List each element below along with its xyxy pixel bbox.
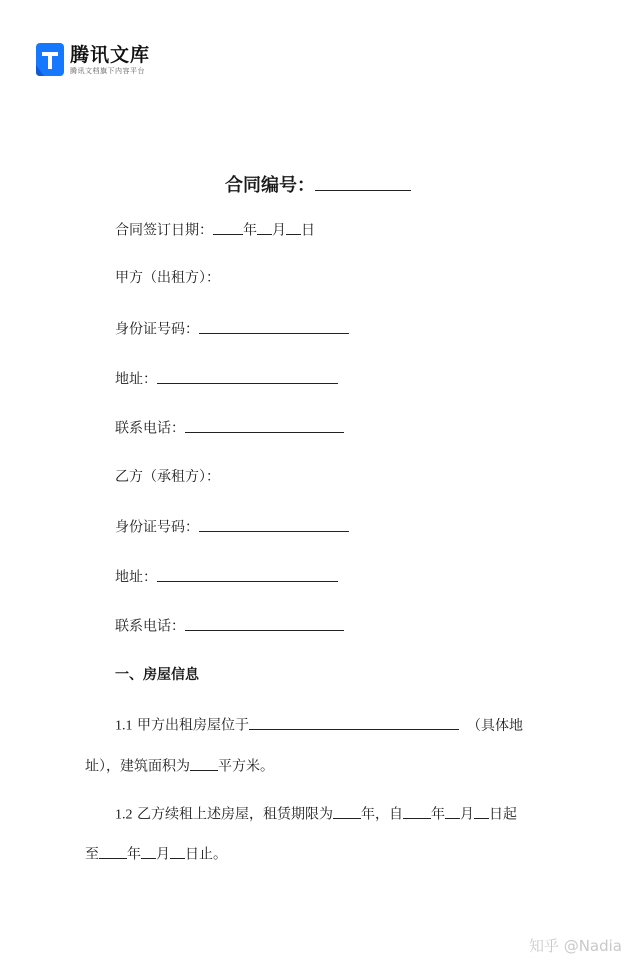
clause-1-2-number: 1.2 [115, 807, 133, 823]
clause-1-2-line-2 [85, 843, 227, 865]
term-years-blank [333, 803, 361, 819]
clause-1-2-text-h: 月 [156, 846, 170, 863]
party-b-heading: 乙方（承租方）： [115, 469, 220, 485]
start-year-blank [403, 803, 431, 819]
end-year-blank [99, 843, 127, 859]
brand-logo [36, 43, 150, 76]
party-b-id-line [115, 516, 349, 538]
brand-name: 腾讯文库 [70, 43, 151, 66]
start-month-blank [445, 803, 460, 819]
clause-1-2-text-d: 月 [459, 806, 474, 823]
clause-1-1-number: 1.1 [115, 718, 133, 734]
month-text: 月 [272, 222, 286, 239]
tencent-wenku-logo-icon [36, 43, 64, 76]
start-day-blank [474, 803, 489, 819]
party-b-phone-label: 联系电话： [115, 618, 185, 635]
party-b-phone-blank [185, 615, 344, 631]
party-b-id-blank [199, 516, 349, 532]
clause-1-2-line-1 [115, 803, 517, 826]
contract-number-blank [315, 171, 411, 191]
month-blank [257, 219, 272, 235]
year-blank [213, 219, 243, 235]
party-a-phone-line [115, 417, 344, 439]
party-a-id-label: 身份证号码： [115, 321, 199, 338]
clause-1-2-text-e: 日起 [488, 806, 517, 823]
brand-tagline: 腾讯文档旗下内容平台 [70, 66, 145, 75]
area-blank [190, 755, 218, 771]
contract-number-title [0, 171, 636, 197]
day-text: 日 [301, 222, 315, 239]
clause-1-1-line-2 [85, 755, 274, 777]
section-1-heading: 一、房屋信息 [115, 667, 199, 683]
party-a-id-blank [199, 318, 349, 334]
clause-1-2-text-g: 年 [127, 846, 141, 863]
party-a-phone-label: 联系电话： [115, 420, 185, 437]
title-label: 合同编号： [225, 175, 315, 196]
clause-1-2-text-a: 乙方续租上述房屋，租赁期限为 [136, 806, 333, 823]
party-a-id-line [115, 318, 349, 340]
zhihu-watermark: 知乎 @Nadia [528, 937, 622, 955]
party-b-phone-line [115, 615, 344, 637]
clause-1-1-text-b: （具体地 [466, 717, 523, 734]
party-b-addr-line [115, 566, 338, 588]
party-b-addr-blank [157, 566, 338, 582]
party-a-addr-blank [157, 368, 338, 384]
party-b-addr-label: 地址： [115, 569, 157, 586]
day-blank [286, 219, 301, 235]
party-b-id-label: 身份证号码： [115, 519, 199, 536]
party-a-addr-label: 地址： [115, 371, 157, 388]
clause-1-1-line-1 [115, 714, 523, 737]
property-location-blank [249, 714, 459, 730]
clause-1-2-text-i: 日止。 [185, 846, 227, 863]
clause-1-1-text-c: 址），建筑面积为 [85, 758, 190, 775]
clause-1-2-text-b: 年，自 [360, 806, 403, 823]
clause-1-1-text-d: 平方米。 [218, 758, 274, 775]
sign-date-line [115, 219, 315, 241]
party-a-heading: 甲方（出租方）： [115, 270, 220, 286]
end-month-blank [141, 843, 156, 859]
clause-1-1-text-a: 甲方出租房屋位于 [136, 717, 249, 734]
end-day-blank [170, 843, 185, 859]
party-a-phone-blank [185, 417, 344, 433]
clause-1-2-text-f: 至 [85, 846, 99, 863]
year-text: 年 [243, 222, 257, 239]
clause-1-2-text-c: 年 [430, 806, 445, 823]
party-a-addr-line [115, 368, 338, 390]
sign-date-label: 合同签订日期： [115, 222, 213, 239]
